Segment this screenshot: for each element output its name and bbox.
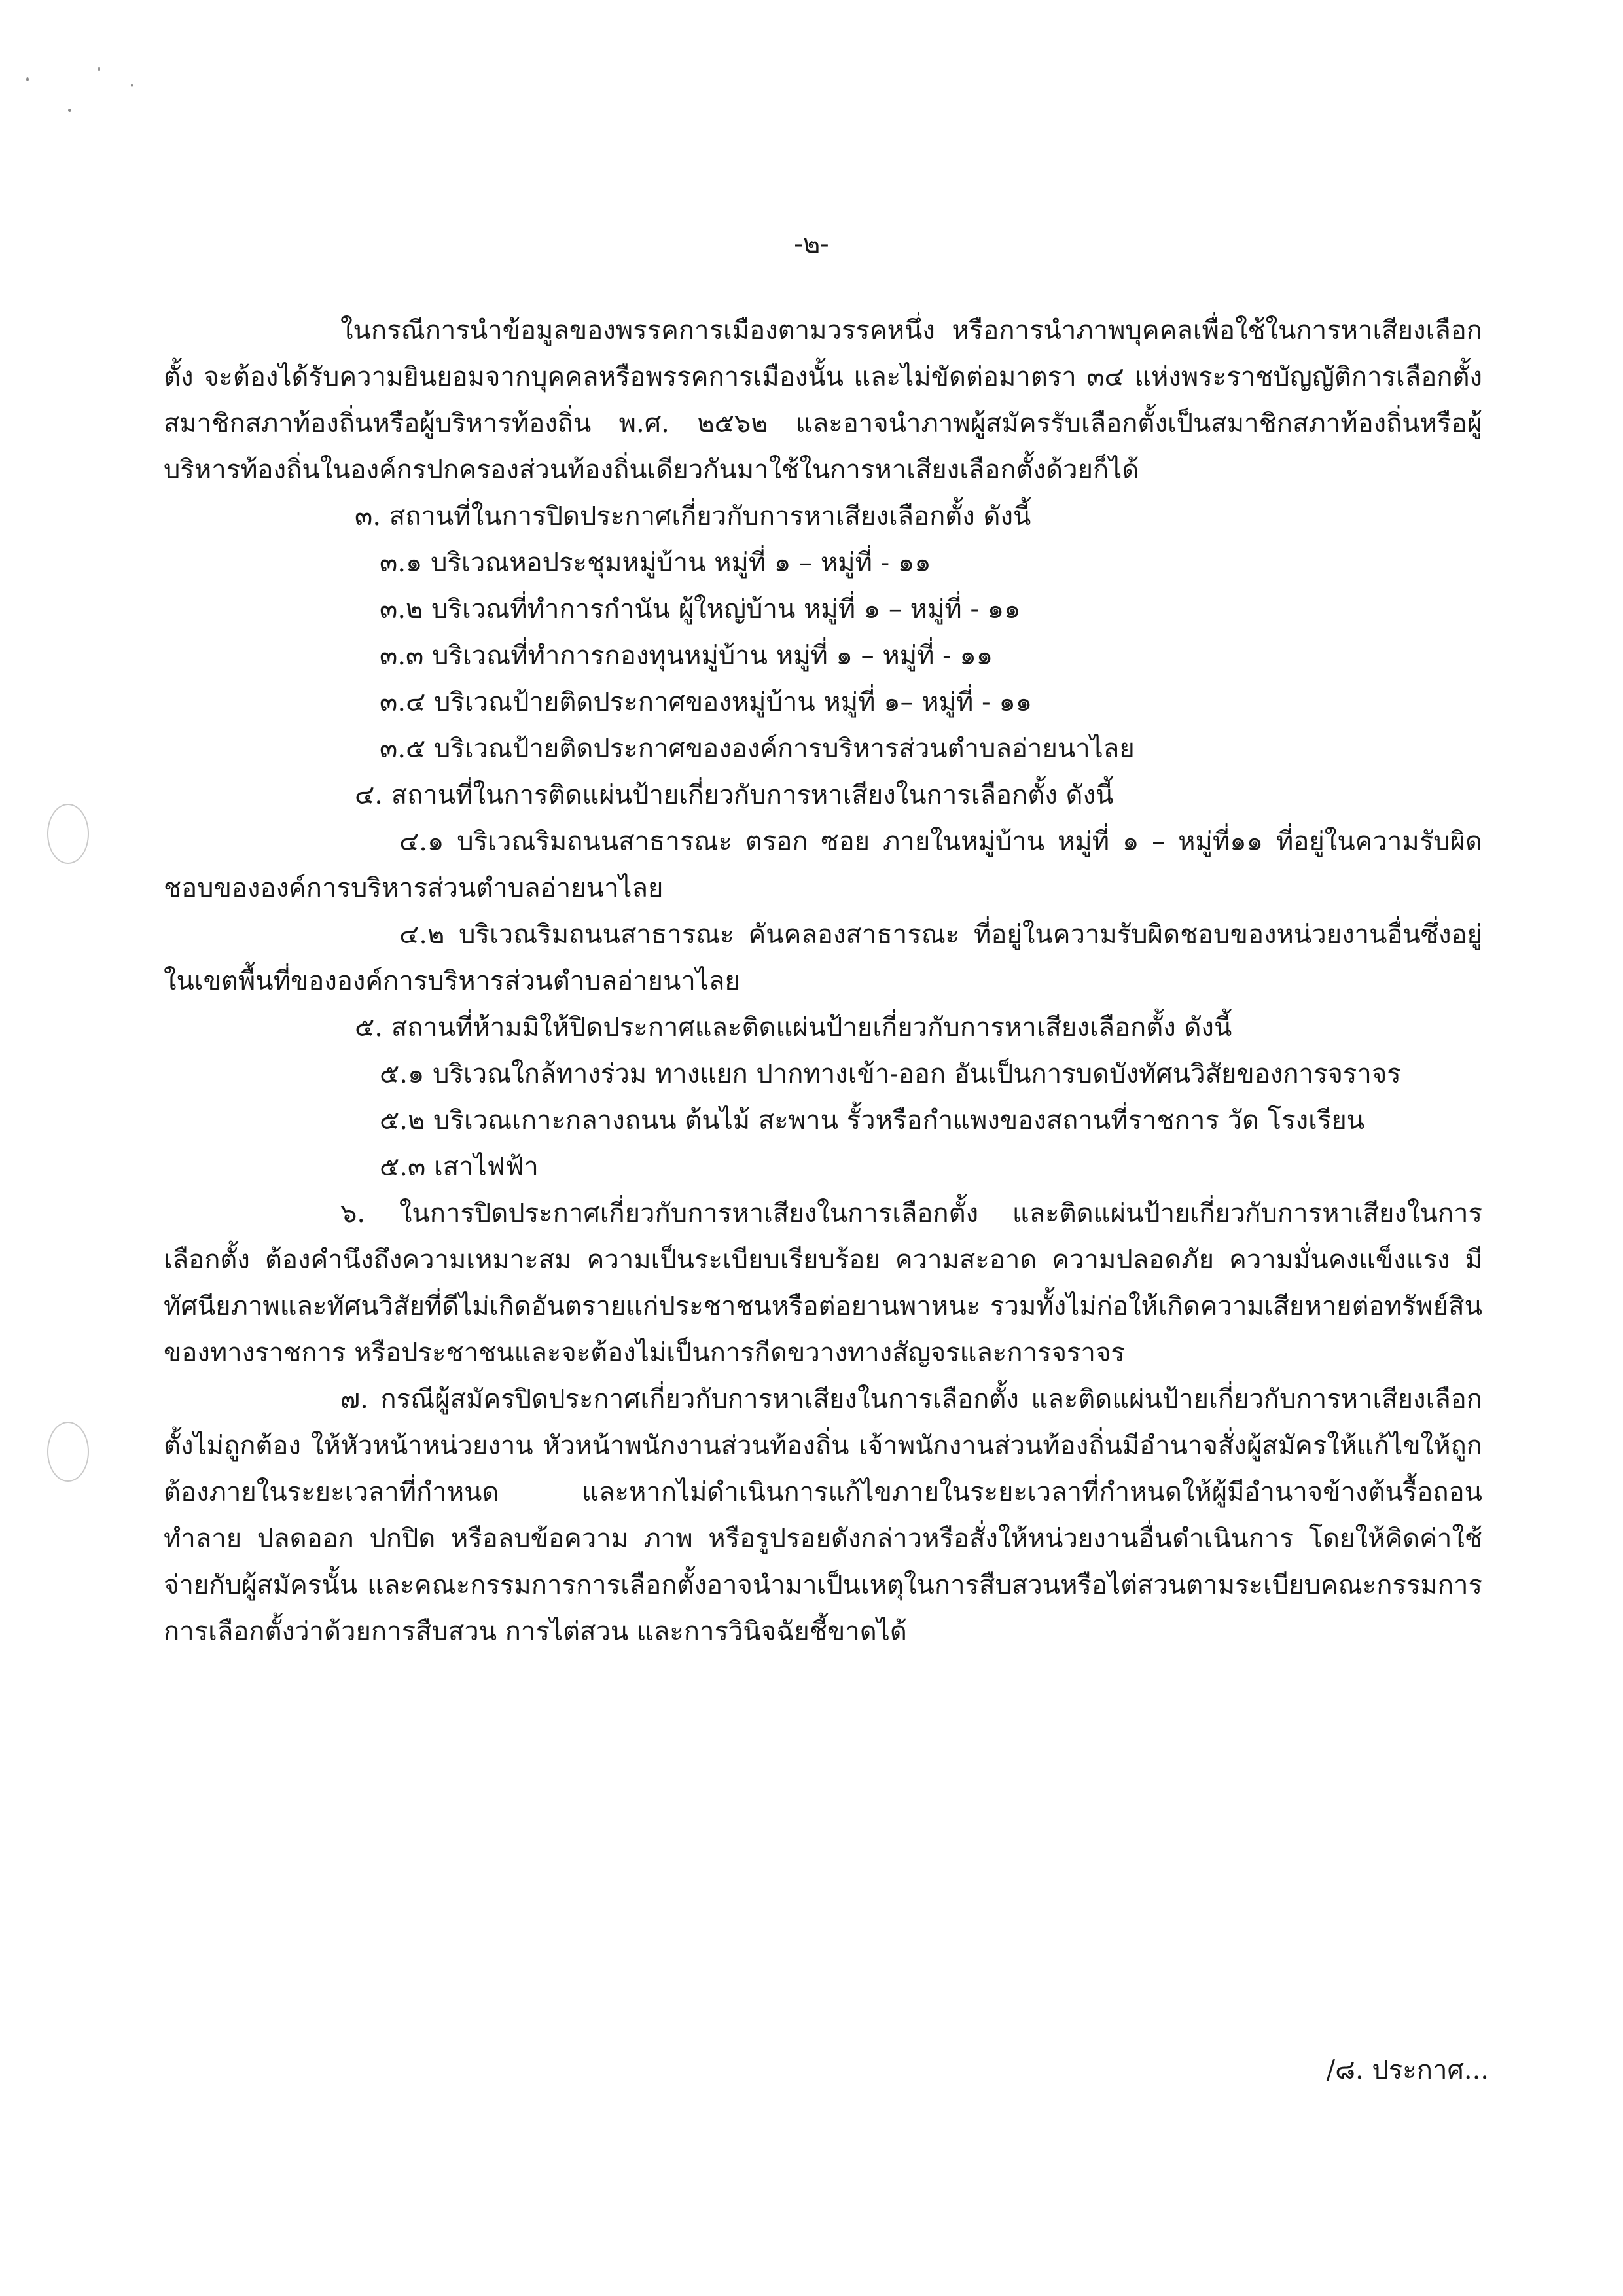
- punch-hole: [47, 804, 89, 864]
- scan-speck: [98, 67, 100, 71]
- list-item: ๓.๑ บริเวณหอประชุมหมู่บ้าน หมู่ที่ ๑ – หมู่ที่ - ๑๑: [380, 548, 931, 578]
- section-heading: ๕. สถานที่ห้ามมิให้ปิดประกาศและติดแผ่นป้ายเกี่ยวกับการหาเสียงเลือกตั้ง ดังนี้: [355, 1013, 1232, 1043]
- section-heading: ๓. สถานที่ในการปิดประกาศเกี่ยวกับการหาเสียงเลือกตั้ง ดังนี้: [355, 501, 1031, 531]
- paragraph: ๗. กรณีผู้สมัครปิดประกาศเกี่ยวกับการหาเสียงในการเลือกตั้ง และติดแผ่นป้ายเกี่ยวกับการหาเสียงเลือกตั้งไม่ถูกต้อง ให้หัวหน้าหน่วยงาน หัวหน้าพนักงานส่วนท้องถิ่น เจ้าพนักงานส่วนท้องถิ่นมีอำนาจสั่งผู้สมัครให้แก้ไขให้ถูกต้องภายในระยะเวลาที่กำหนด และหากไม่ดำเนินการแก้ไขภายในระยะเวลาที่กำหนดให้ผู้มีอำนาจข้างต้นรื้อถอน ทำลาย ปลดออก ปกปิด หรือลบข้อความ ภาพ หรือรูปรอยดังกล่าวหรือสั่งให้หน่วยงานอื่นดำเนินการ โดยให้คิดค่าใช้จ่ายกับผู้สมัครนั้น และคณะกรรมการการเลือกตั้งอาจนำมาเป็นเหตุในการสืบสวนหรือไต่สวนตามระเบียบคณะกรรมการการเลือกตั้งว่าด้วยการสืบสวน การไต่สวน และการวินิจฉัยชี้ขาดได้: [164, 1384, 1482, 1647]
- continuation-footer: /๘. ประกาศ...: [1326, 2055, 1489, 2085]
- paragraph: ในกรณีการนำข้อมูลของพรรคการเมืองตามวรรคหนึ่ง หรือการนำภาพบุคคลเพื่อใช้ในการหาเสียงเลือกตั้ง จะต้องได้รับความยินยอมจากบุคคลหรือพรรคการเมืองนั้น และไม่ขัดต่อมาตรา ๓๔ แห่งพระราชบัญญัติการเลือกตั้งสมาชิกสภาท้องถิ่นหรือผู้บริหารท้องถิ่น พ.ศ. ๒๕๖๒ และอาจนำภาพผู้สมัครรับเลือกตั้งเป็นสมาชิกสภาท้องถิ่นหรือผู้บริหารท้องถิ่นในองค์กรปกครองส่วนท้องถิ่นเดียวกันมาใช้ในการหาเสียงเลือกตั้งด้วยก็ได้: [164, 315, 1482, 485]
- list-item: ๕.๒ บริเวณเกาะกลางถนน ต้นไม้ สะพาน รั้วหรือกำแพงของสถานที่ราชการ วัด โรงเรียน: [380, 1105, 1365, 1136]
- paragraph: ๖. ในการปิดประกาศเกี่ยวกับการหาเสียงในการเลือกตั้ง และติดแผ่นป้ายเกี่ยวกับการหาเสียงในการเลือกตั้ง ต้องคำนึงถึงความเหมาะสม ความเป็นระเบียบเรียบร้อย ความสะอาด ความปลอดภัย ความมั่นคงแข็งแรง มีทัศนียภาพและทัศนวิสัยที่ดีไม่เกิดอันตรายแก่ประชาชนหรือต่อยานพาหนะ รวมทั้งไม่ก่อให้เกิดความเสียหายต่อทรัพย์สินของทางราชการ หรือประชาชนและจะต้องไม่เป็นการกีดขวางทางสัญจรและการจราจร: [164, 1198, 1483, 1368]
- list-item: ๔.๑ บริเวณริมถนนสาธารณะ ตรอก ซอย ภายในหมู่บ้าน หมู่ที่ ๑ – หมู่ที่๑๑ ที่อยู่ในความรับผิดชอบขององค์การบริหารส่วนตำบลอ่ายนาไลย: [164, 827, 1482, 903]
- list-item: ๔.๒ บริเวณริมถนนสาธารณะ คันคลองสาธารณะ ที่อยู่ในความรับผิดชอบของหน่วยงานอื่นซึ่งอยู่ในเขตพื้นที่ขององค์การบริหารส่วนตำบลอ่ายนาไลย: [164, 920, 1482, 996]
- list-item: ๕.๓ เสาไฟฟ้า: [380, 1152, 539, 1182]
- scan-speck: [26, 77, 29, 81]
- list-item: ๓.๒ บริเวณที่ทำการกำนัน ผู้ใหญ่บ้าน หมู่ที่ ๑ – หมู่ที่ - ๑๑: [380, 594, 1021, 624]
- list-item: ๕.๑ บริเวณใกล้ทางร่วม ทางแยก ปากทางเข้า-ออก อันเป็นการบดบังทัศนวิสัยของการจราจร: [380, 1059, 1401, 1089]
- list-item: ๓.๔ บริเวณป้ายติดประกาศของหมู่บ้าน หมู่ที่ ๑– หมู่ที่ - ๑๑: [380, 687, 1033, 717]
- list-item: ๓.๓ บริเวณที่ทำการกองทุนหมู่บ้าน หมู่ที่ ๑ – หมู่ที่ - ๑๑: [380, 641, 993, 671]
- scan-speck: [131, 84, 133, 87]
- list-item: ๓.๕ บริเวณป้ายติดประกาศขององค์การบริหารส่วนตำบลอ่ายนาไลย: [380, 734, 1135, 764]
- section-heading: ๔. สถานที่ในการติดแผ่นป้ายเกี่ยวกับการหาเสียงในการเลือกตั้ง ดังนี้: [355, 780, 1114, 810]
- scan-speck: [68, 109, 71, 112]
- document-body: [164, 308, 1482, 1655]
- punch-hole: [47, 1422, 89, 1482]
- page-number: -๒-: [794, 229, 829, 259]
